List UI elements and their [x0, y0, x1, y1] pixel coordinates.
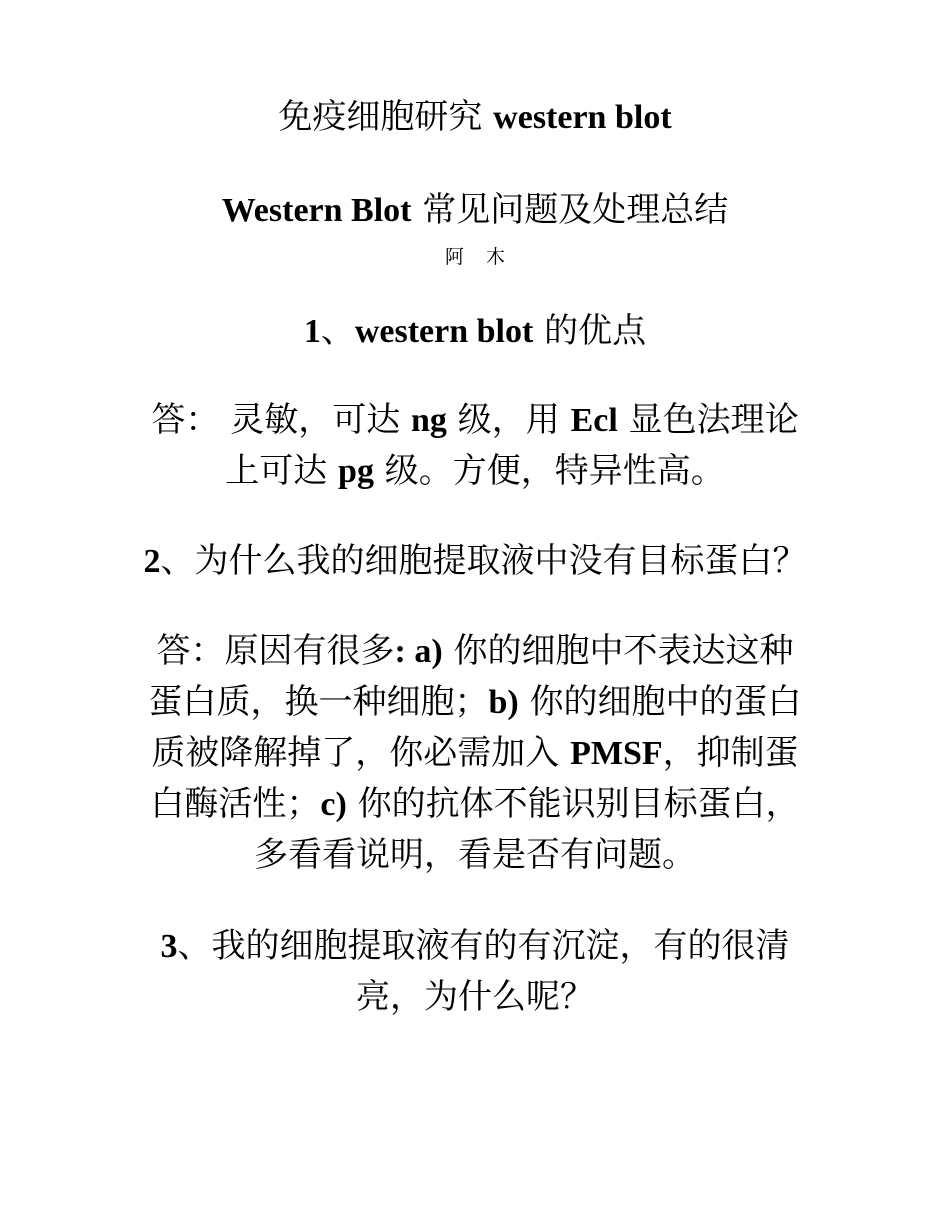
question-1-number: 1	[303, 313, 321, 350]
answer-1-part-2: 级，用	[446, 400, 571, 440]
question-2-text: 、为什么我的细胞提取液中没有目标蛋白？	[160, 541, 807, 581]
question-2	[140, 536, 810, 587]
answer-1-bold-2: Ecl	[570, 402, 618, 439]
answer-2-part-4: ，抑制蛋白酶活性；	[150, 733, 799, 824]
answer-2-bold-3: PMSF	[570, 735, 663, 772]
answer-2-bold-4: c)	[320, 786, 347, 823]
answer-1-part-3: 显色法理论上可达	[225, 400, 799, 491]
answer-1	[140, 395, 810, 497]
document-title	[140, 92, 810, 143]
question-2-number: 2	[143, 543, 161, 580]
question-1-separator: 、	[320, 311, 355, 351]
title-english: western blot	[493, 99, 672, 136]
question-3	[140, 921, 810, 1023]
title-chinese: 免疫细胞研究	[278, 97, 494, 137]
answer-1-bold-3: pg	[338, 453, 374, 490]
answer-1-part-4: 级。方便，特异性高。	[373, 451, 725, 491]
subtitle-chinese: 常见问题及处理总结	[411, 190, 729, 230]
subtitle-english: Western Blot	[221, 192, 412, 229]
answer-1-bold-1: ng	[411, 402, 447, 439]
answer-2-part-2: 你的细胞中不表达这种蛋白质，换一种细胞；	[148, 631, 794, 722]
answer-2-bold-1: : a)	[394, 633, 443, 670]
answer-2-bold-2: b)	[488, 684, 519, 721]
question-3-text: 、我的细胞提取液有的有沉淀，有的很清亮，为什么呢？	[177, 926, 790, 1017]
answer-2	[140, 626, 810, 881]
question-3-number: 3	[160, 928, 178, 965]
question-1-term: western blot	[354, 313, 534, 350]
answer-2-part-1: 答：原因有很多	[156, 631, 395, 671]
question-1	[140, 306, 810, 357]
document-subtitle	[140, 185, 810, 236]
answer-2-part-3: 你的细胞中的蛋白质被降解掉了，你必需加入	[151, 682, 802, 773]
question-1-text: 的优点	[533, 311, 647, 351]
author-name: 阿木	[444, 246, 527, 268]
answer-2-part-5: 你的抗体不能识别目标蛋白，多看看说明，看是否有问题。	[254, 784, 800, 875]
answer-1-part-1: 答： 灵敏，可达	[151, 400, 412, 440]
